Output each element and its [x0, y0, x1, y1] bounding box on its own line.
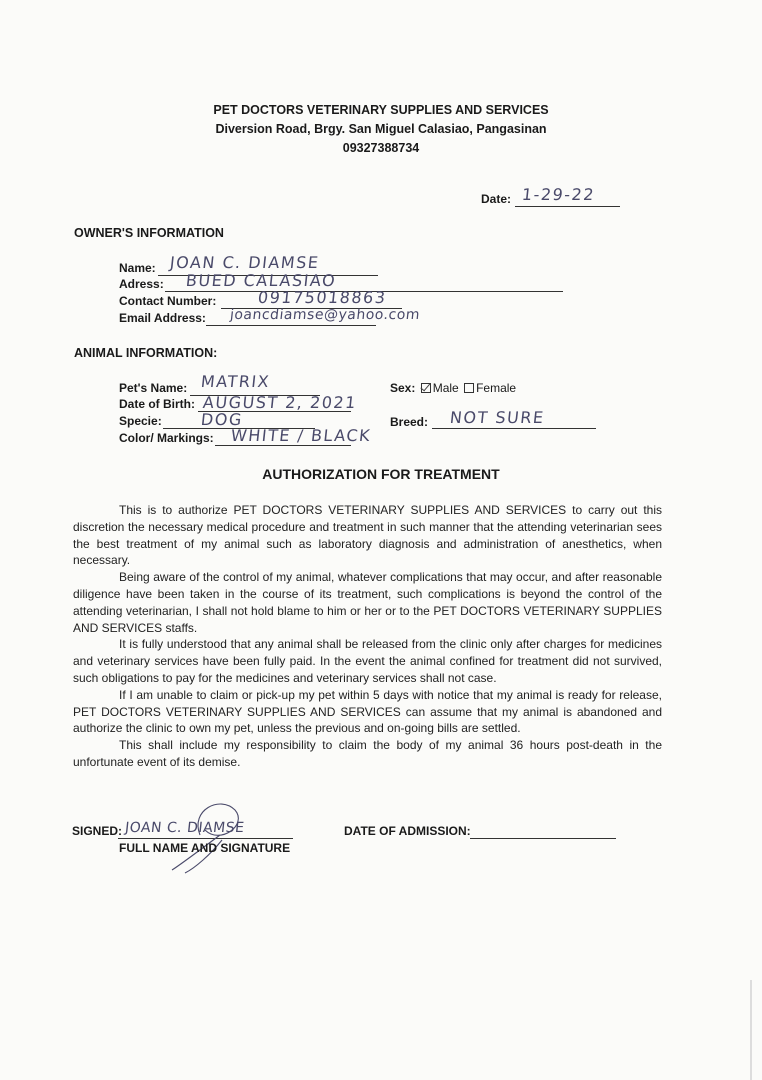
authorization-paragraph-2: Being aware of the control of my animal, whatever complications that may occur, and after reasonable diligence have been taken in the course of its treatment, such complications is beyond the control of the attending veterinarian, I shall not hold blame to him or her or to the PET DOCTORS VETERINARY SUPPLIES AND SERVICES staffs.: [73, 570, 662, 635]
business-name: PET DOCTORS VETERINARY SUPPLIES AND SERVICES: [213, 103, 549, 117]
owner-name-label: Name:: [119, 261, 156, 275]
signature-scribble-icon: [160, 790, 300, 875]
date-label: Date:: [481, 192, 512, 206]
breed-value: NOT SURE: [449, 408, 546, 427]
authorization-paragraph-3: It is fully understood that any animal shall be released from the clinic only after charges for medicines and veterinary services have been fully paid. In the event the animal confined for treatment did not survived, such obligations to pay for the medicines and veterinary services shall not case.: [73, 637, 662, 685]
color-markings-value: WHITE / BLACK: [230, 426, 373, 445]
authorization-paragraph-1: This is to authorize PET DOCTORS VETERINARY SUPPLIES AND SERVICES to carry out this discretion the necessary medical procedure and treatment in such manner that the attending veterinarian sees the best treatment of my animal such as laboratory diagnosis and administration of anesthetics, when necessary.: [73, 503, 662, 568]
authorization-body: [73, 502, 662, 771]
specie-label: Specie:: [119, 414, 162, 428]
email-line: [206, 325, 376, 326]
date-of-admission-line: [470, 838, 616, 839]
pet-name-value: MATRIX: [200, 372, 272, 391]
color-markings-label: Color/ Markings:: [119, 431, 214, 445]
specie-value: DOG: [200, 410, 244, 429]
full-name-signature-caption: FULL NAME AND SIGNATURE: [119, 841, 291, 855]
email-label: Email Address:: [119, 311, 206, 325]
email-value: joancdiamse@yahoo.com: [229, 307, 421, 323]
breed-line: [432, 428, 596, 429]
pet-name-label: Pet's Name:: [119, 381, 188, 395]
authorization-paragraph-5: This shall include my responsibility to claim the body of my animal 36 hours post-death in the unfortunate event of its demise.: [73, 738, 662, 769]
owner-address-value: BUED CALASIAO: [185, 271, 338, 290]
breed-label: Breed:: [390, 415, 429, 429]
owner-address-label: Adress:: [119, 277, 164, 291]
owner-heading: OWNER'S INFORMATION: [74, 226, 224, 240]
business-phone: 09327388734: [342, 141, 420, 155]
sex-label: Sex:: [390, 381, 416, 395]
date-value: 1-29-22: [521, 185, 596, 204]
contact-number-value: 09175018863: [257, 288, 388, 307]
contact-number-label: Contact Number:: [119, 294, 217, 308]
dob-label: Date of Birth:: [119, 397, 195, 411]
signature-value: JOAN C. DIAMSE: [124, 820, 246, 836]
page-edge-shadow: [750, 980, 752, 1080]
date-line: [515, 206, 620, 207]
sex-field: [390, 381, 516, 395]
authorization-title: AUTHORIZATION FOR TREATMENT: [262, 466, 500, 482]
date-of-admission-label: DATE OF ADMISSION:: [344, 824, 471, 838]
business-address: Diversion Road, Brgy. San Miguel Calasiao, Pangasinan: [215, 122, 547, 136]
sex-female-label: Female: [476, 381, 517, 395]
animal-heading: ANIMAL INFORMATION:: [74, 346, 218, 360]
sex-female-checkbox[interactable]: [464, 383, 474, 393]
color-markings-line: [215, 445, 351, 446]
owner-name-value: JOAN C. DIAMSE: [169, 253, 321, 272]
sex-male-checkbox[interactable]: [421, 383, 431, 393]
sex-male-label: Male: [432, 381, 459, 395]
signed-label: SIGNED:: [72, 824, 123, 838]
dob-value: AUGUST 2, 2021: [202, 393, 358, 412]
authorization-paragraph-4: If I am unable to claim or pick-up my pet within 5 days with notice that my animal is ready for release, PET DOCTORS VETERINARY SUPPLIES AND SERVICES can assume that my animal is abandoned and authorize the clinic to own my pet, unless the previous and on-going bills are settled.: [73, 687, 662, 736]
